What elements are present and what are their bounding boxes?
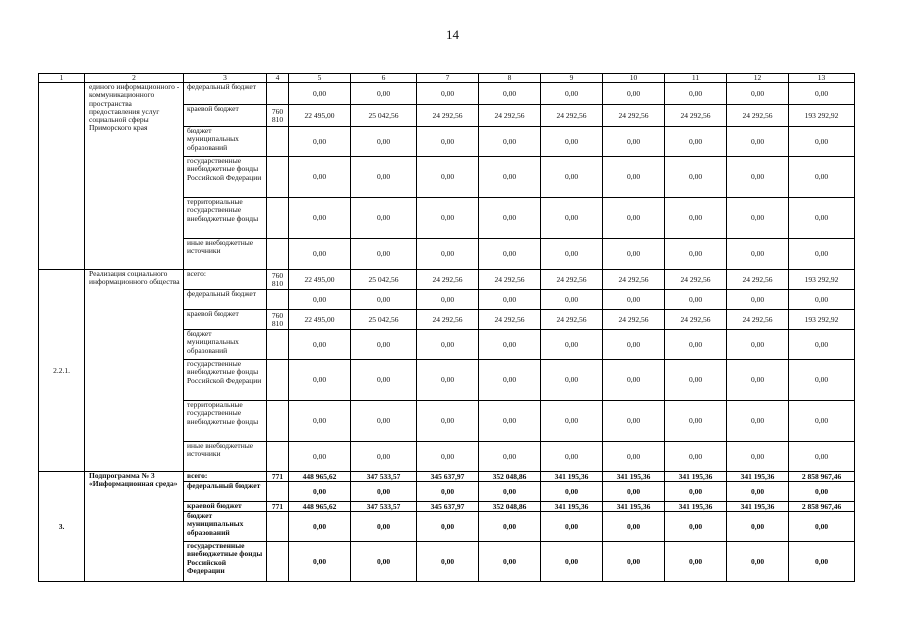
budget-code: 771 xyxy=(267,502,289,512)
value-cell: 0,00 xyxy=(541,360,603,401)
value-cell: 0,00 xyxy=(603,198,665,239)
value-cell: 0,00 xyxy=(417,157,479,198)
value-cell: 0,00 xyxy=(603,542,665,582)
budget-code: 760 810 xyxy=(267,310,289,330)
value-cell: 0,00 xyxy=(417,512,479,542)
column-header-8: 8 xyxy=(479,74,541,83)
budget-code xyxy=(267,542,289,582)
budget-code xyxy=(267,290,289,310)
funding-source: федеральный бюджет xyxy=(184,83,267,105)
value-cell: 341 195,36 xyxy=(541,502,603,512)
value-cell: 0,00 xyxy=(603,83,665,105)
funding-source: краевой бюджет xyxy=(184,502,267,512)
funding-source: бюджет муниципальных образований xyxy=(184,512,267,542)
value-cell: 24 292,56 xyxy=(541,270,603,290)
budget-code xyxy=(267,83,289,105)
column-header-7: 7 xyxy=(417,74,479,83)
value-cell: 0,00 xyxy=(727,239,789,270)
value-cell: 0,00 xyxy=(603,512,665,542)
value-cell: 24 292,56 xyxy=(727,105,789,127)
value-cell: 0,00 xyxy=(541,401,603,442)
budget-code xyxy=(267,442,289,472)
value-cell: 0,00 xyxy=(727,83,789,105)
table-row xyxy=(39,83,855,105)
value-cell: 0,00 xyxy=(417,330,479,360)
value-cell: 347 533,57 xyxy=(351,472,417,482)
value-cell: 0,00 xyxy=(665,157,727,198)
value-cell: 0,00 xyxy=(665,83,727,105)
program-name: Реализация социального информационного общества xyxy=(85,270,184,472)
table-row xyxy=(39,472,855,482)
funding-source: всего: xyxy=(184,472,267,482)
value-cell: 0,00 xyxy=(665,512,727,542)
value-cell: 24 292,56 xyxy=(479,270,541,290)
value-cell: 0,00 xyxy=(665,127,727,157)
value-cell: 0,00 xyxy=(479,198,541,239)
budget-code: 760 810 xyxy=(267,270,289,290)
value-cell: 0,00 xyxy=(417,127,479,157)
funding-source: территориальные государственные внебюджетные фонды xyxy=(184,198,267,239)
column-header-10: 10 xyxy=(603,74,665,83)
budget-code xyxy=(267,157,289,198)
value-cell: 0,00 xyxy=(417,239,479,270)
value-cell: 0,00 xyxy=(289,127,351,157)
value-cell: 352 048,86 xyxy=(479,472,541,482)
funding-source: федеральный бюджет xyxy=(184,482,267,502)
value-cell: 0,00 xyxy=(417,360,479,401)
column-header-row xyxy=(39,74,855,83)
value-cell: 0,00 xyxy=(665,330,727,360)
value-cell: 0,00 xyxy=(289,482,351,502)
value-cell: 0,00 xyxy=(417,482,479,502)
value-cell: 193 292,92 xyxy=(789,310,855,330)
value-cell: 0,00 xyxy=(603,330,665,360)
value-cell: 341 195,36 xyxy=(541,472,603,482)
value-cell: 193 292,92 xyxy=(789,105,855,127)
value-cell: 0,00 xyxy=(541,239,603,270)
value-cell: 0,00 xyxy=(289,83,351,105)
value-cell: 0,00 xyxy=(289,512,351,542)
value-cell: 0,00 xyxy=(603,157,665,198)
value-cell: 24 292,56 xyxy=(727,270,789,290)
budget-code xyxy=(267,512,289,542)
value-cell: 0,00 xyxy=(541,330,603,360)
value-cell: 0,00 xyxy=(541,157,603,198)
value-cell: 0,00 xyxy=(665,442,727,472)
value-cell: 24 292,56 xyxy=(417,105,479,127)
budget-code xyxy=(267,239,289,270)
value-cell: 24 292,56 xyxy=(479,310,541,330)
value-cell: 24 292,56 xyxy=(603,270,665,290)
value-cell: 0,00 xyxy=(727,442,789,472)
value-cell: 341 195,36 xyxy=(603,472,665,482)
value-cell: 22 495,00 xyxy=(289,270,351,290)
budget-code xyxy=(267,127,289,157)
value-cell: 0,00 xyxy=(789,360,855,401)
value-cell: 24 292,56 xyxy=(665,105,727,127)
column-header-2: 2 xyxy=(85,74,184,83)
column-header-3: 3 xyxy=(184,74,267,83)
row-index: 3. xyxy=(39,472,85,582)
budget-table xyxy=(38,73,855,582)
funding-source: федеральный бюджет xyxy=(184,290,267,310)
value-cell: 0,00 xyxy=(727,127,789,157)
value-cell: 0,00 xyxy=(665,360,727,401)
value-cell: 0,00 xyxy=(351,127,417,157)
value-cell: 0,00 xyxy=(417,542,479,582)
value-cell: 347 533,57 xyxy=(351,502,417,512)
value-cell: 0,00 xyxy=(351,83,417,105)
value-cell: 0,00 xyxy=(727,512,789,542)
value-cell: 341 195,36 xyxy=(665,502,727,512)
value-cell: 0,00 xyxy=(479,401,541,442)
value-cell: 0,00 xyxy=(351,198,417,239)
value-cell: 0,00 xyxy=(289,157,351,198)
value-cell: 0,00 xyxy=(727,360,789,401)
value-cell: 0,00 xyxy=(289,401,351,442)
funding-source: краевой бюджет xyxy=(184,105,267,127)
value-cell: 0,00 xyxy=(727,542,789,582)
value-cell: 22 495,00 xyxy=(289,105,351,127)
value-cell: 0,00 xyxy=(727,482,789,502)
value-cell: 345 637,97 xyxy=(417,472,479,482)
value-cell: 0,00 xyxy=(603,290,665,310)
value-cell: 0,00 xyxy=(603,127,665,157)
funding-source: краевой бюджет xyxy=(184,310,267,330)
value-cell: 0,00 xyxy=(479,290,541,310)
value-cell: 24 292,56 xyxy=(665,270,727,290)
value-cell: 0,00 xyxy=(727,290,789,310)
value-cell: 0,00 xyxy=(289,360,351,401)
value-cell: 0,00 xyxy=(789,482,855,502)
funding-source: государственные внебюджетные фонды Российской Федерации xyxy=(184,360,267,401)
budget-code xyxy=(267,330,289,360)
value-cell: 25 042,56 xyxy=(351,270,417,290)
value-cell: 0,00 xyxy=(603,482,665,502)
page-number: 14 xyxy=(446,27,459,42)
value-cell: 24 292,56 xyxy=(603,105,665,127)
value-cell: 0,00 xyxy=(665,290,727,310)
value-cell: 0,00 xyxy=(479,330,541,360)
value-cell: 0,00 xyxy=(479,482,541,502)
value-cell: 0,00 xyxy=(479,442,541,472)
value-cell: 0,00 xyxy=(789,239,855,270)
value-cell: 0,00 xyxy=(603,442,665,472)
value-cell: 0,00 xyxy=(541,83,603,105)
value-cell: 2 858 967,46 xyxy=(789,472,855,482)
value-cell: 0,00 xyxy=(351,360,417,401)
budget-code xyxy=(267,401,289,442)
value-cell: 0,00 xyxy=(541,542,603,582)
value-cell: 0,00 xyxy=(789,542,855,582)
value-cell: 24 292,56 xyxy=(665,310,727,330)
value-cell: 0,00 xyxy=(289,542,351,582)
value-cell: 0,00 xyxy=(289,239,351,270)
value-cell: 0,00 xyxy=(351,542,417,582)
table-row xyxy=(39,270,855,290)
value-cell: 0,00 xyxy=(789,290,855,310)
value-cell: 0,00 xyxy=(603,239,665,270)
funding-source: бюджет муниципальных образований xyxy=(184,127,267,157)
funding-source: иные внебюджетные источники xyxy=(184,239,267,270)
value-cell: 193 292,92 xyxy=(789,270,855,290)
value-cell: 0,00 xyxy=(727,330,789,360)
value-cell: 24 292,56 xyxy=(541,310,603,330)
value-cell: 0,00 xyxy=(351,482,417,502)
value-cell: 0,00 xyxy=(789,401,855,442)
value-cell: 24 292,56 xyxy=(727,310,789,330)
value-cell: 0,00 xyxy=(351,442,417,472)
value-cell: 0,00 xyxy=(479,542,541,582)
value-cell: 0,00 xyxy=(351,330,417,360)
value-cell: 0,00 xyxy=(289,290,351,310)
value-cell: 0,00 xyxy=(727,198,789,239)
value-cell: 0,00 xyxy=(789,198,855,239)
funding-source: иные внебюджетные источники xyxy=(184,442,267,472)
value-cell: 0,00 xyxy=(417,401,479,442)
value-cell: 0,00 xyxy=(541,198,603,239)
column-header-9: 9 xyxy=(541,74,603,83)
value-cell: 0,00 xyxy=(351,239,417,270)
budget-code: 771 xyxy=(267,472,289,482)
row-index: 2.2.1. xyxy=(39,270,85,472)
value-cell: 22 495,00 xyxy=(289,310,351,330)
value-cell: 0,00 xyxy=(541,512,603,542)
value-cell: 448 965,62 xyxy=(289,472,351,482)
value-cell: 352 048,86 xyxy=(479,502,541,512)
value-cell: 25 042,56 xyxy=(351,310,417,330)
program-name: единого информационного - коммуникационного пространства предоставления услуг социальной сферы Приморского края xyxy=(85,83,184,270)
value-cell: 0,00 xyxy=(541,127,603,157)
value-cell: 0,00 xyxy=(289,198,351,239)
value-cell: 0,00 xyxy=(479,239,541,270)
value-cell: 0,00 xyxy=(665,401,727,442)
value-cell: 0,00 xyxy=(727,401,789,442)
row-index xyxy=(39,83,85,270)
value-cell: 341 195,36 xyxy=(727,472,789,482)
value-cell: 0,00 xyxy=(351,512,417,542)
budget-code xyxy=(267,198,289,239)
funding-source: бюджет муниципальных образований xyxy=(184,330,267,360)
value-cell: 0,00 xyxy=(479,157,541,198)
value-cell: 0,00 xyxy=(789,442,855,472)
value-cell: 0,00 xyxy=(351,290,417,310)
value-cell: 0,00 xyxy=(789,83,855,105)
value-cell: 0,00 xyxy=(417,290,479,310)
column-header-5: 5 xyxy=(289,74,351,83)
value-cell: 0,00 xyxy=(789,127,855,157)
value-cell: 0,00 xyxy=(479,83,541,105)
column-header-4: 4 xyxy=(267,74,289,83)
value-cell: 345 637,97 xyxy=(417,502,479,512)
value-cell: 0,00 xyxy=(541,442,603,472)
budget-code: 760 810 xyxy=(267,105,289,127)
budget-code xyxy=(267,482,289,502)
column-header-12: 12 xyxy=(727,74,789,83)
value-cell: 341 195,36 xyxy=(665,472,727,482)
value-cell: 0,00 xyxy=(541,482,603,502)
value-cell: 0,00 xyxy=(789,512,855,542)
value-cell: 0,00 xyxy=(789,330,855,360)
funding-source: территориальные государственные внебюджетные фонды xyxy=(184,401,267,442)
column-header-6: 6 xyxy=(351,74,417,83)
value-cell: 0,00 xyxy=(289,330,351,360)
value-cell: 0,00 xyxy=(789,157,855,198)
funding-source: государственные внебюджетные фонды Российской Федерации xyxy=(184,157,267,198)
value-cell: 0,00 xyxy=(479,360,541,401)
value-cell: 24 292,56 xyxy=(417,270,479,290)
column-header-11: 11 xyxy=(665,74,727,83)
value-cell: 0,00 xyxy=(603,360,665,401)
column-header-1: 1 xyxy=(39,74,85,83)
value-cell: 0,00 xyxy=(417,83,479,105)
value-cell: 0,00 xyxy=(417,198,479,239)
value-cell: 0,00 xyxy=(665,198,727,239)
value-cell: 0,00 xyxy=(665,482,727,502)
value-cell: 0,00 xyxy=(479,512,541,542)
value-cell: 24 292,56 xyxy=(603,310,665,330)
funding-source: всего: xyxy=(184,270,267,290)
value-cell: 0,00 xyxy=(351,157,417,198)
value-cell: 0,00 xyxy=(417,442,479,472)
value-cell: 0,00 xyxy=(541,290,603,310)
value-cell: 341 195,36 xyxy=(603,502,665,512)
program-name: Подпрограмма № 3 «Информационная среда» xyxy=(85,472,184,582)
value-cell: 0,00 xyxy=(479,127,541,157)
value-cell: 0,00 xyxy=(665,542,727,582)
value-cell: 24 292,56 xyxy=(479,105,541,127)
column-header-13: 13 xyxy=(789,74,855,83)
value-cell: 25 042,56 xyxy=(351,105,417,127)
funding-source: государственные внебюджетные фонды Российской Федерации xyxy=(184,542,267,582)
value-cell: 2 858 967,46 xyxy=(789,502,855,512)
budget-code xyxy=(267,360,289,401)
value-cell: 0,00 xyxy=(289,442,351,472)
value-cell: 0,00 xyxy=(351,401,417,442)
value-cell: 24 292,56 xyxy=(417,310,479,330)
value-cell: 0,00 xyxy=(603,401,665,442)
value-cell: 24 292,56 xyxy=(541,105,603,127)
value-cell: 341 195,36 xyxy=(727,502,789,512)
value-cell: 0,00 xyxy=(727,157,789,198)
value-cell: 448 965,62 xyxy=(289,502,351,512)
value-cell: 0,00 xyxy=(665,239,727,270)
